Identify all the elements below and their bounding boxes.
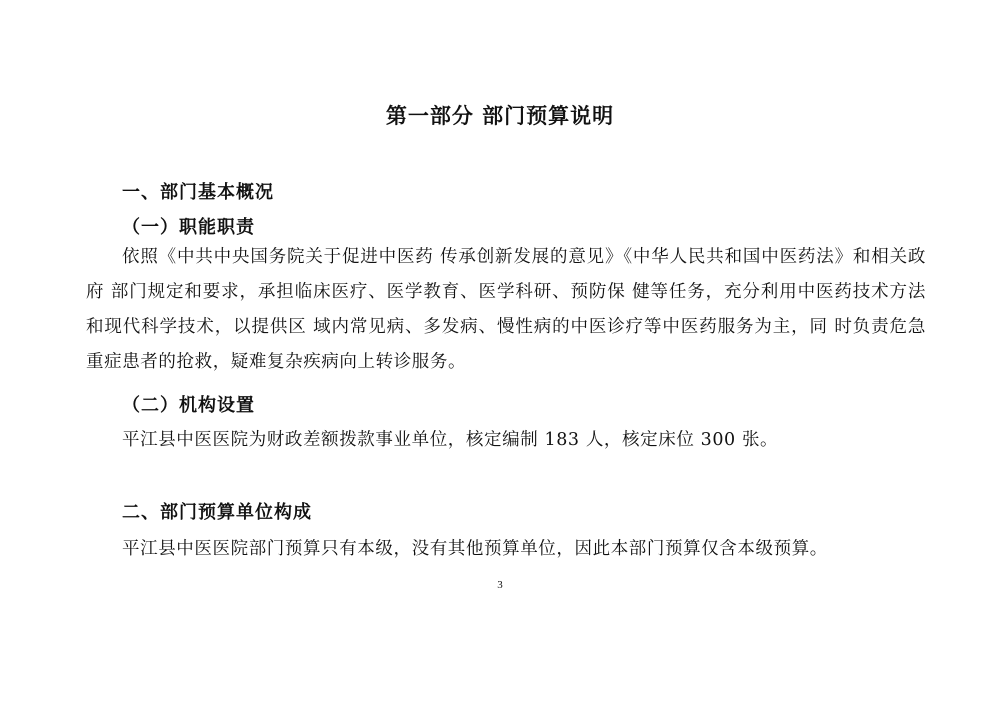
section-heading-budget-units: 二、部门预算单位构成 <box>122 502 312 523</box>
budget-units-paragraph: 平江县中医医院部门预算只有本级，没有其他预算单位，因此本部门预算仅含本级预算。 <box>122 539 828 559</box>
organization-paragraph: 平江县中医医院为财政差额拨款事业单位，核定编制 183 人，核定床位 300 张。 <box>122 430 779 450</box>
page-title: 第一部分 部门预算说明 <box>385 104 615 128</box>
page-number: 3 <box>497 579 503 591</box>
section-heading-overview: 一、部门基本概况 <box>122 182 274 203</box>
functions-paragraph: 依照《中共中央国务院关于促进中医药 传承创新发展的意见》《中华人民共和国中医药法》和相关政府 部门规定和要求，承担临床医疗、医学教育、医学科研、预防保 健等任务，充分利用中医药技术方法和现代科学技术，以提供区 域内常见病、多发病、慢性病的中医诊疗等中医药服务为主，同 时负责危急重症患者的抢救，疑难复杂疾病向上转诊服务。 <box>86 247 926 372</box>
subsection-heading-functions: （一）职能职责 <box>122 217 255 238</box>
subsection-heading-organization: （二）机构设置 <box>122 395 255 416</box>
